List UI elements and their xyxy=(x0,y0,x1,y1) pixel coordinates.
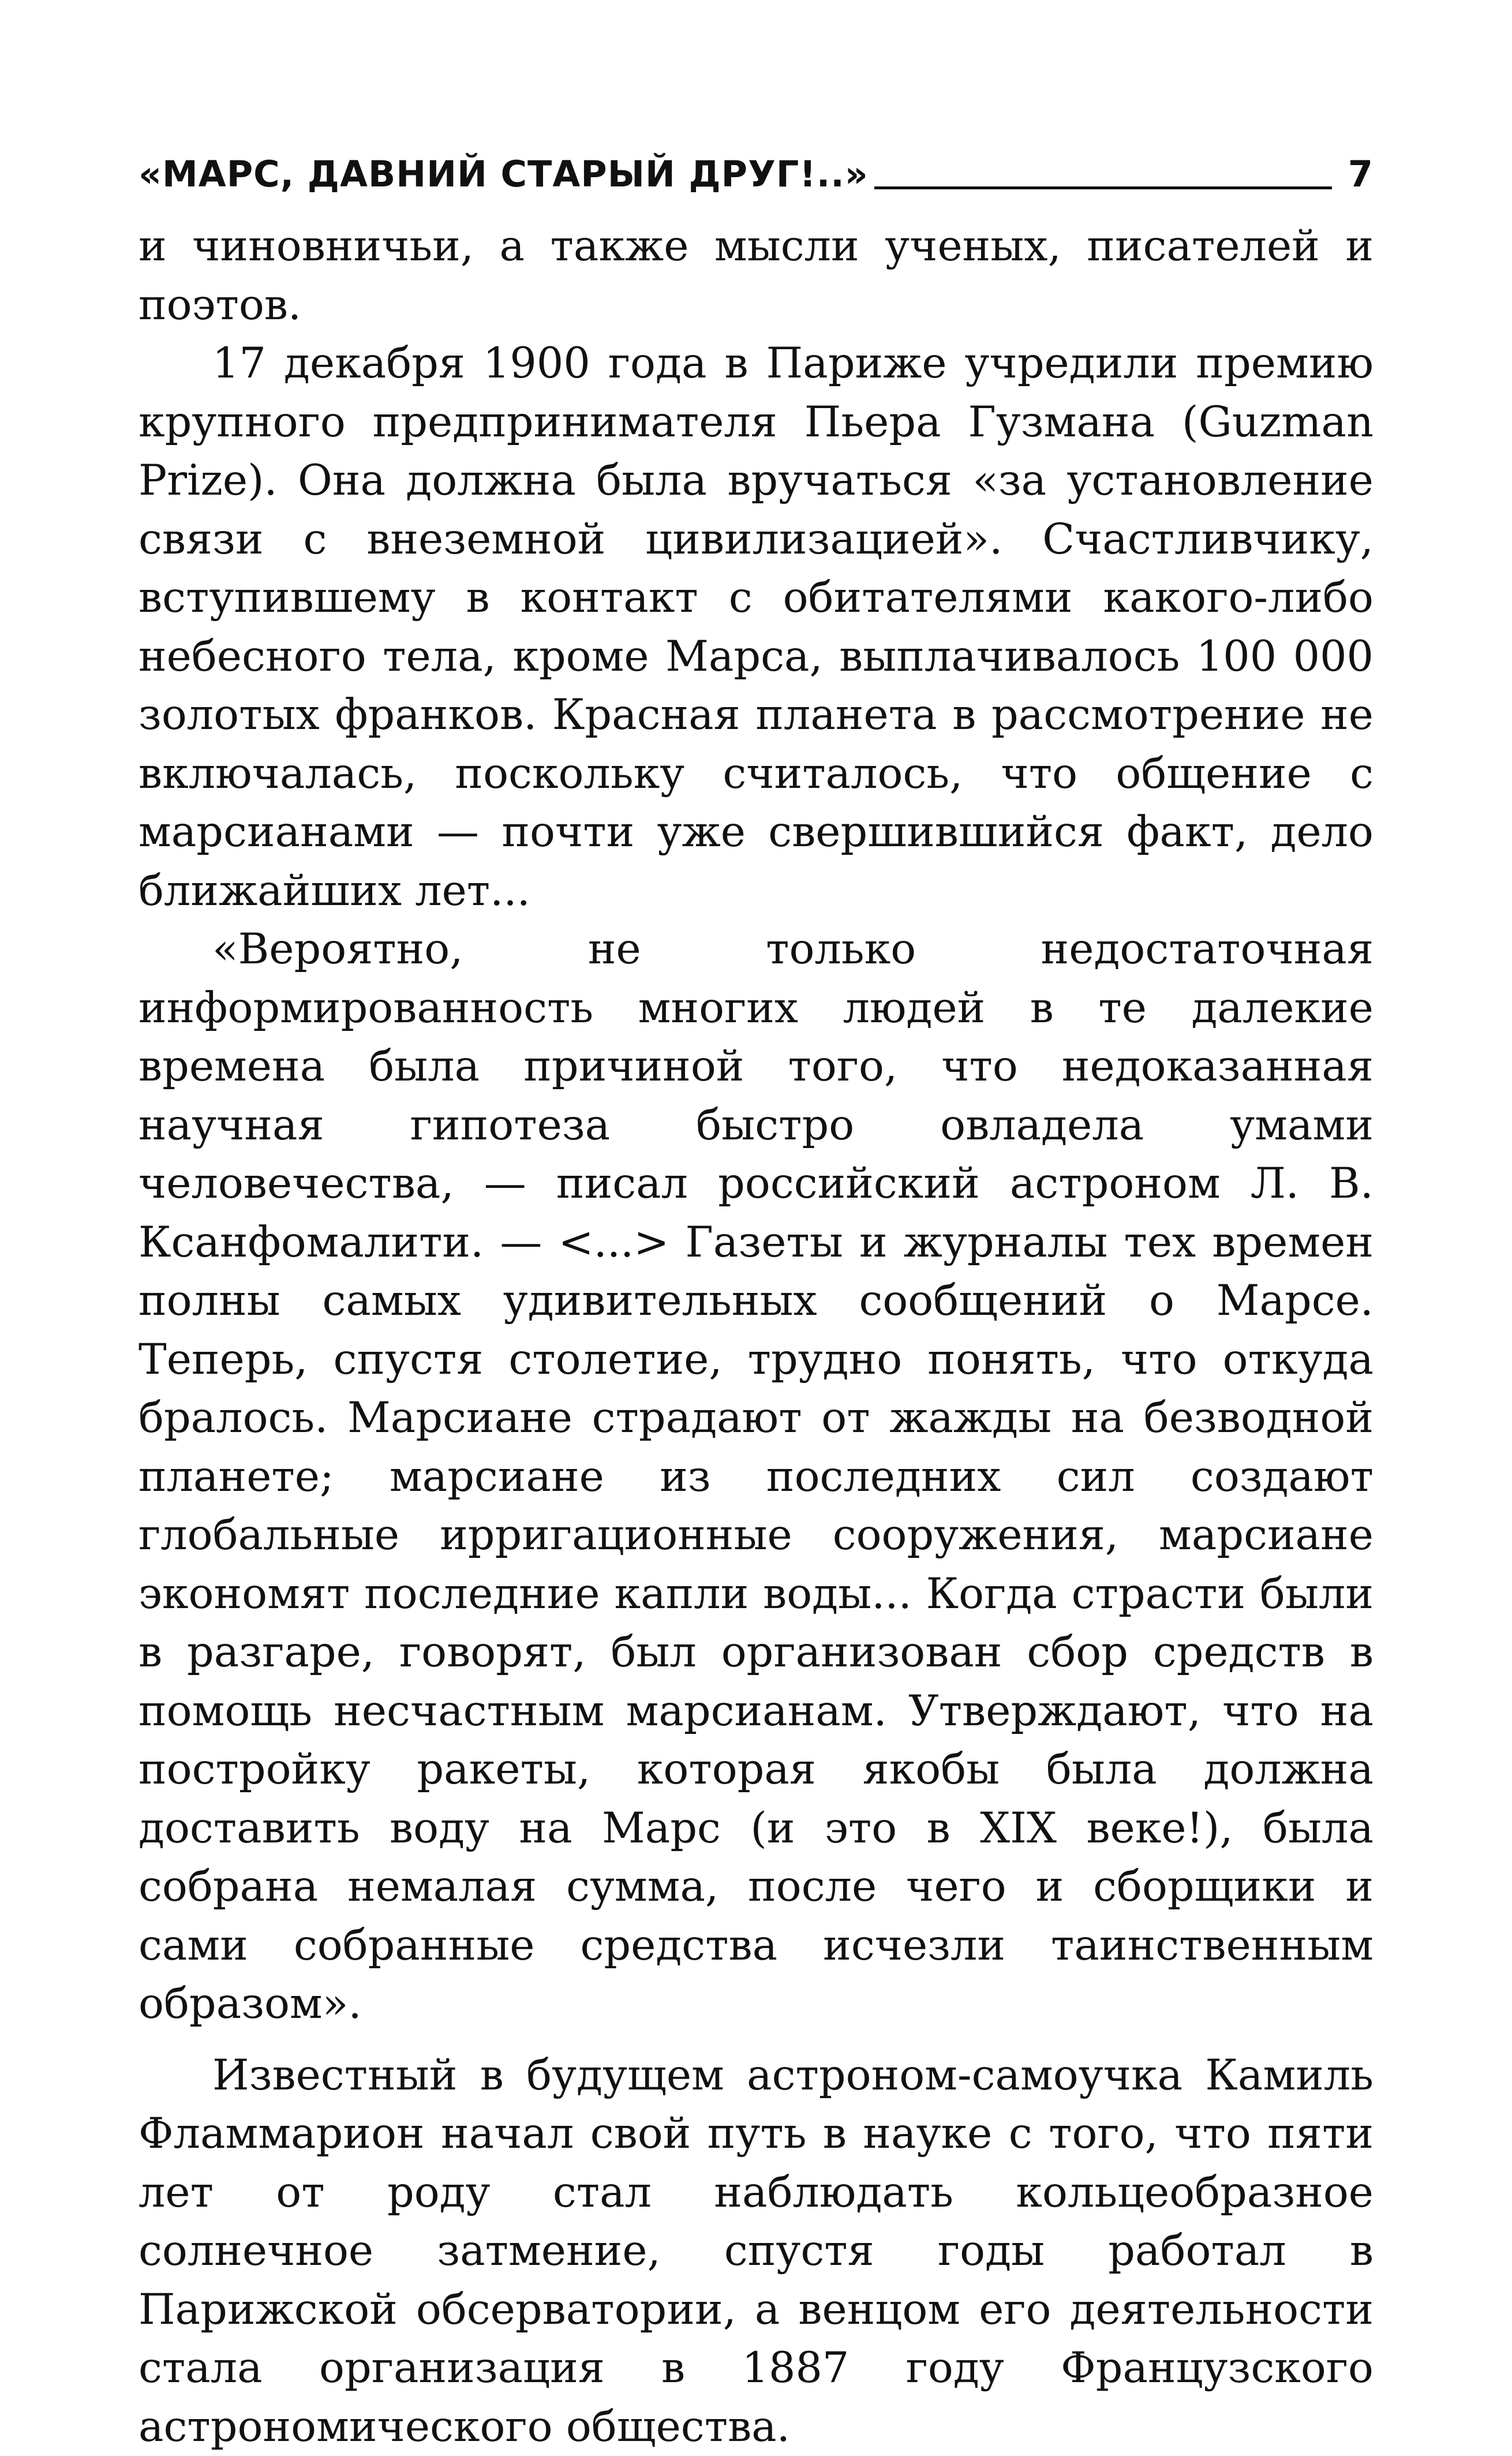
paragraph-ksanfomaliti-quote: «Вероятно, не только недостаточная информированность многих людей в те далекие времена была причиной того, что недоказанная научная гипотеза быстро овладела умами человечества, — писал российский астроном Л. В. Ксанфомалити. — <...> Газеты и журналы тех времен полны самых удивительных сообщений о Марсе. Теперь, спустя столетие, трудно понять, что откуда бралось. Марсиане страдают от жажды на безводной планете; марсиане из последних сил создают глобальные ирригационные сооружения, марсиане экономят последние капли воды... Когда страсти были в разгаре, говорят, был организован сбор средств в помощь несчастным марсианам. Утверждают, что на постройку ракеты, которая якобы была должна доставить воду на Марс (и это в XIX веке!), была собрана немалая сумма, после чего и сборщики и сами собранные средства исчезли таинственным образом». xyxy=(139,920,1373,2033)
page-number: 7 xyxy=(1348,153,1373,196)
paragraph-guzman-prize: 17 декабря 1900 года в Париже учредили премию крупного предпринимателя Пьера Гузмана (Guzman Prize). Она должна была вручаться «за установление связи с внеземной цивилизацией». Счастливчику, вступившему в контакт с обитателями какого-либо небесного тела, кроме Марса, выплачивалось 100 000 золотых франков. Красная планета в рассмотрение не включалась, поскольку считалось, что общение с марсианами — почти уже свершившийся факт, дело ближайших лет... xyxy=(139,334,1373,920)
running-head xyxy=(139,133,1373,196)
paragraph-flammarion: Известный в будущем астроном-самоучка Камиль Фламмарион начал свой путь в науке с того, что пяти лет от роду стал наблюдать кольцеобразное солнечное затмение, спустя годы работал в Парижской обсерватории, а венцом его деятельности стала организация в 1887 году Французского астрономического общества. xyxy=(139,2046,1373,2456)
header-rule xyxy=(874,186,1332,189)
running-title: «МАРС, ДАВНИЙ СТАРЫЙ ДРУГ!..» xyxy=(139,153,869,196)
body-text xyxy=(139,217,1373,2456)
paragraph-continuation: и чиновничьи, а также мысли ученых, писателей и поэтов. xyxy=(139,217,1373,334)
book-page xyxy=(139,133,1373,2326)
